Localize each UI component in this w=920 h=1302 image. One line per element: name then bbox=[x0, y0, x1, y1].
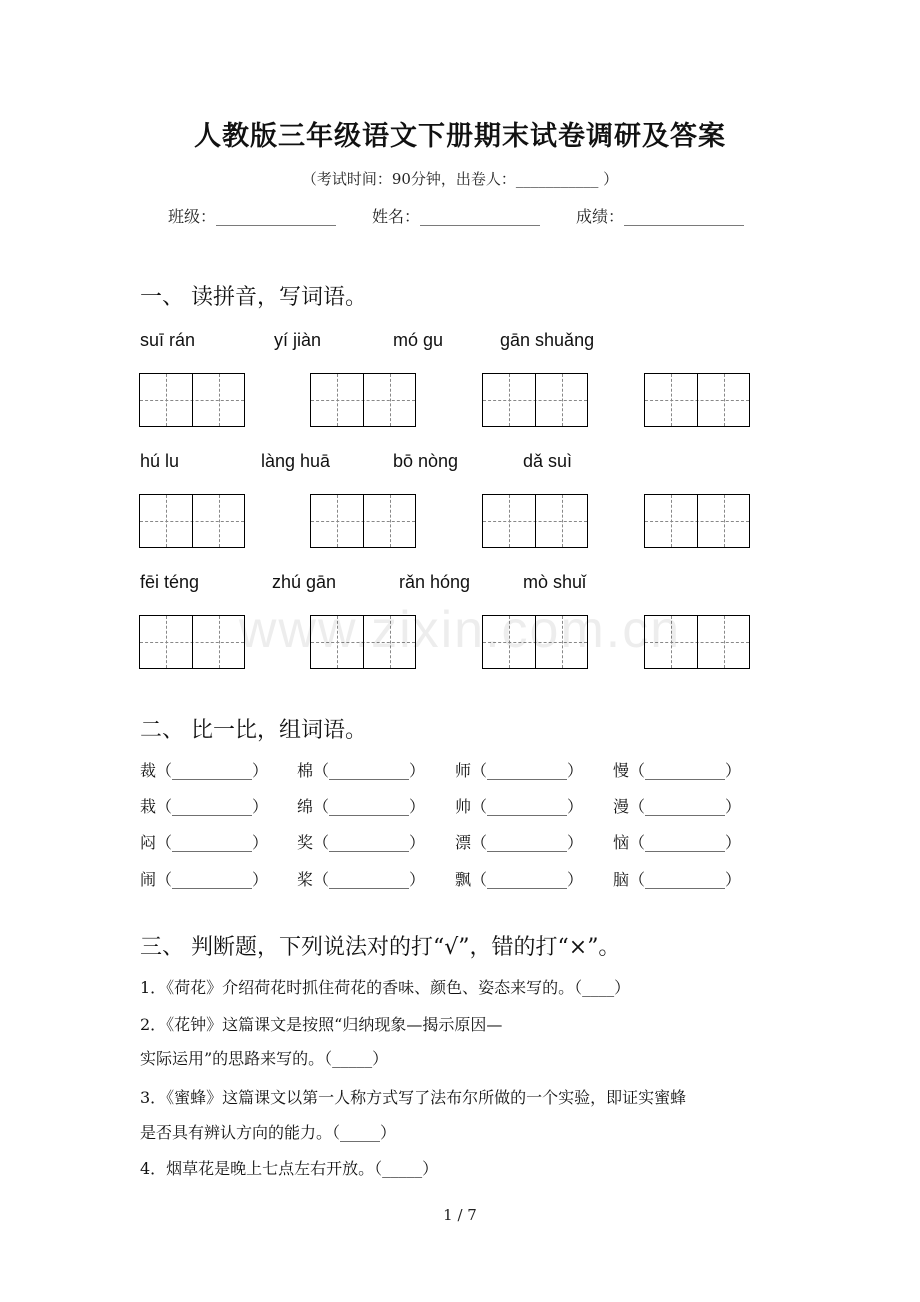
exam-subtitle: （考试时间：90分钟，出卷人：___________ ） bbox=[301, 170, 619, 188]
compare-item: 栽（__________） bbox=[140, 797, 269, 816]
pinyin-label: zhú gān bbox=[272, 572, 337, 592]
compare-item: 棉（__________） bbox=[297, 761, 426, 780]
writing-grid[interactable] bbox=[482, 373, 588, 427]
writing-grid[interactable] bbox=[139, 494, 245, 548]
question-line: 1．《荷花》介绍荷花时抓住荷花的香味、颜色、姿态来写的。（____） bbox=[140, 978, 631, 997]
pinyin-label: dǎ suì bbox=[523, 451, 573, 471]
compare-item: 飘（__________） bbox=[455, 870, 584, 889]
pinyin-label: mò shuǐ bbox=[523, 572, 587, 592]
question-line: 是否具有辨认方向的能力。（_____） bbox=[140, 1123, 397, 1142]
question-line: 实际运用”的思路来写的。（_____） bbox=[140, 1049, 389, 1068]
section1-heading: 一、 读拼音，写词语。 bbox=[140, 285, 367, 310]
writing-grid[interactable] bbox=[482, 494, 588, 548]
question-line: 4．烟草花是晚上七点左右开放。（_____） bbox=[140, 1159, 439, 1178]
compare-item: 恼（__________） bbox=[613, 833, 742, 852]
pinyin-label: hú lu bbox=[140, 451, 180, 471]
compare-item: 漫（__________） bbox=[613, 797, 742, 816]
compare-item: 奖（__________） bbox=[297, 833, 426, 852]
class-field: 班级：_______________ bbox=[168, 207, 337, 226]
compare-item: 师（__________） bbox=[455, 761, 584, 780]
compare-item: 漂（__________） bbox=[455, 833, 584, 852]
writing-grid[interactable] bbox=[644, 494, 750, 548]
score-field: 成绩：_______________ bbox=[576, 207, 745, 226]
section3-heading: 三、 判断题，下列说法对的打“√”，错的打“×”。 bbox=[140, 935, 621, 960]
pinyin-label: suī rán bbox=[140, 330, 196, 350]
question-line: 2．《花钟》这篇课文是按照“归纳现象—揭示原因— bbox=[140, 1015, 503, 1034]
writing-grid[interactable] bbox=[644, 373, 750, 427]
question-line: 3．《蜜蜂》这篇课文以第一人称方式写了法布尔所做的一个实验，即证实蜜蜂 bbox=[140, 1088, 687, 1107]
page-number: 1 / 7 bbox=[443, 1206, 477, 1224]
compare-item: 裁（__________） bbox=[140, 761, 269, 780]
section2-heading: 二、 比一比，组词语。 bbox=[140, 718, 367, 743]
watermark: www.zixin.com.cn bbox=[238, 601, 682, 659]
compare-item: 闹（__________） bbox=[140, 870, 269, 889]
writing-grid[interactable] bbox=[310, 373, 416, 427]
writing-grid[interactable] bbox=[310, 494, 416, 548]
pinyin-label: bō nòng bbox=[393, 451, 459, 471]
pinyin-label: mó gu bbox=[393, 330, 444, 350]
pinyin-label: gān shuǎng bbox=[500, 330, 595, 350]
compare-item: 慢（__________） bbox=[613, 761, 742, 780]
compare-item: 闷（__________） bbox=[140, 833, 269, 852]
pinyin-label: rǎn hóng bbox=[399, 572, 471, 592]
name-field: 姓名：_______________ bbox=[372, 207, 541, 226]
compare-item: 帅（__________） bbox=[455, 797, 584, 816]
compare-item: 桨（__________） bbox=[297, 870, 426, 889]
pinyin-label: làng huā bbox=[261, 451, 331, 471]
compare-item: 脑（__________） bbox=[613, 870, 742, 889]
page-title: 人教版三年级语文下册期末试卷调研及答案 bbox=[194, 121, 726, 152]
pinyin-label: yí jiàn bbox=[274, 330, 322, 350]
pinyin-label: fēi téng bbox=[140, 572, 200, 592]
writing-grid[interactable] bbox=[139, 373, 245, 427]
compare-item: 绵（__________） bbox=[297, 797, 426, 816]
